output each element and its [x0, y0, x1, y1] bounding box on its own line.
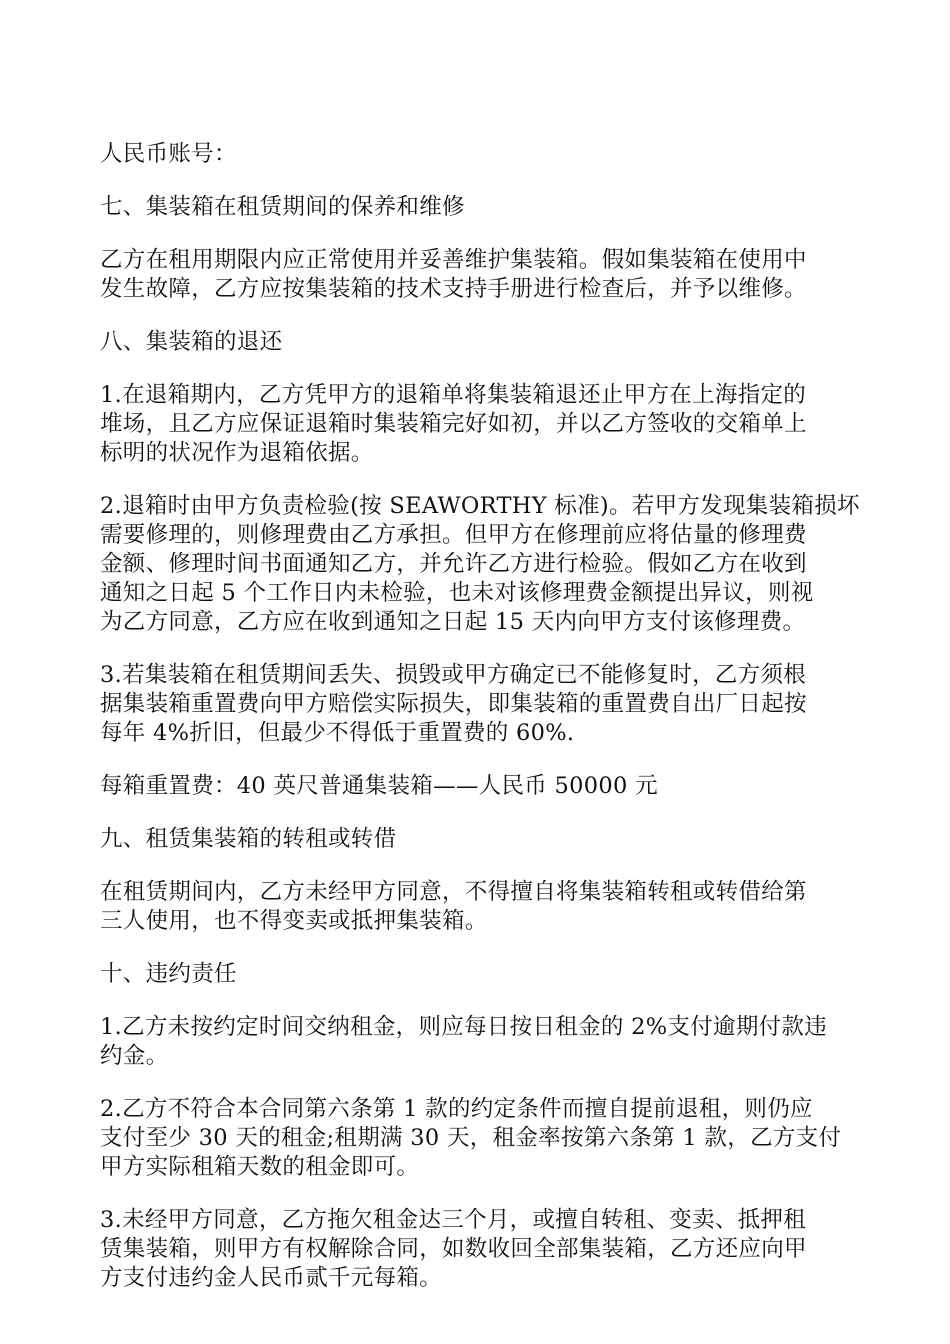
text-line: 发生故障，乙方应按集装箱的技术支持手册进行检查后，并予以维修。 [100, 276, 807, 302]
paragraph-p-7-1 [100, 246, 855, 304]
text-line: 金额、修理时间书面通知乙方，并允许乙方进行检验。假如乙方在收到 [100, 551, 807, 577]
paragraph-rmb-account [100, 140, 855, 169]
text-line: 每箱重置费：40 英尺普通集装箱——人民币 50000 元 [100, 773, 658, 799]
paragraph-heading-10 [100, 960, 855, 989]
text-line: 乙方在租用期限内应正常使用并妥善维护集装箱。假如集装箱在使用中 [100, 247, 807, 273]
text-line: 2.退箱时由甲方负责检验(按 SEAWORTHY 标准)。若甲方发现集装箱损坏 [100, 493, 860, 519]
text-line: 八、集装箱的退还 [100, 329, 283, 355]
text-line: 赁集装箱，则甲方有权解除合同，如数收回全部集装箱，乙方还应向甲 [100, 1236, 807, 1262]
paragraph-heading-9 [100, 825, 855, 854]
text-line: 方支付违约金人民币贰千元每箱。 [100, 1265, 443, 1291]
paragraph-p-10-2 [100, 1095, 855, 1182]
text-line: 3.未经甲方同意，乙方拖欠租金达三个月，或擅自转租、变卖、抵押租 [100, 1207, 807, 1233]
text-line: 通知之日起 5 个工作日内未检验，也未对该修理费金额提出异议，则视 [100, 580, 814, 606]
text-line: 1.在退箱期内，乙方凭甲方的退箱单将集装箱退还止甲方在上海指定的 [100, 382, 807, 408]
paragraph-heading-7 [100, 193, 855, 222]
text-line: 支付至少 30 天的租金;租期满 30 天，租金率按第六条第 1 款，乙方支付 [100, 1125, 842, 1151]
text-line: 约金。 [100, 1043, 169, 1069]
text-line: 九、租赁集装箱的转租或转借 [100, 826, 397, 852]
paragraph-p-8-3 [100, 661, 855, 748]
text-line: 3.若集装箱在租赁期间丢失、损毁或甲方确定已不能修复时，乙方须根 [100, 662, 807, 688]
text-line: 需要修理的，则修理费由乙方承担。但甲方在修理前应将估量的修理费 [100, 522, 807, 548]
paragraph-p-8-1 [100, 381, 855, 468]
paragraph-p-8-4 [100, 772, 855, 801]
paragraph-heading-8 [100, 328, 855, 357]
paragraph-p-10-1 [100, 1013, 855, 1071]
text-line: 七、集装箱在租赁期间的保养和维修 [100, 194, 465, 220]
text-line: 2.乙方不符合本合同第六条第 1 款的约定条件而擅自提前退租，则仍应 [100, 1096, 813, 1122]
document-page [100, 140, 860, 1317]
text-line: 标明的状况作为退箱依据。 [100, 440, 374, 466]
text-line: 每年 4%折旧，但最少不得低于重置费的 60%. [100, 720, 575, 746]
text-line: 三人使用，也不得变卖或抵押集装箱。 [100, 908, 488, 934]
paragraph-p-10-3 [100, 1206, 855, 1293]
paragraph-p-9-1 [100, 878, 855, 936]
text-line: 在租赁期间内，乙方未经甲方同意，不得擅自将集装箱转租或转借给第 [100, 879, 807, 905]
text-line: 为乙方同意，乙方应在收到通知之日起 15 天内向甲方支付该修理费。 [100, 609, 806, 635]
text-line: 堆场，且乙方应保证退箱时集装箱完好如初，并以乙方签收的交箱单上 [100, 411, 807, 437]
text-line: 甲方实际租箱天数的租金即可。 [100, 1154, 420, 1180]
paragraph-p-8-2 [100, 492, 860, 637]
text-line: 据集装箱重置费向甲方赔偿实际损失，即集装箱的重置费自出厂日起按 [100, 691, 807, 717]
text-line: 人民币账号： [100, 141, 237, 167]
text-line: 1.乙方未按约定时间交纳租金，则应每日按日租金的 2%支付逾期付款违 [100, 1014, 828, 1040]
text-line: 十、违约责任 [100, 961, 237, 987]
